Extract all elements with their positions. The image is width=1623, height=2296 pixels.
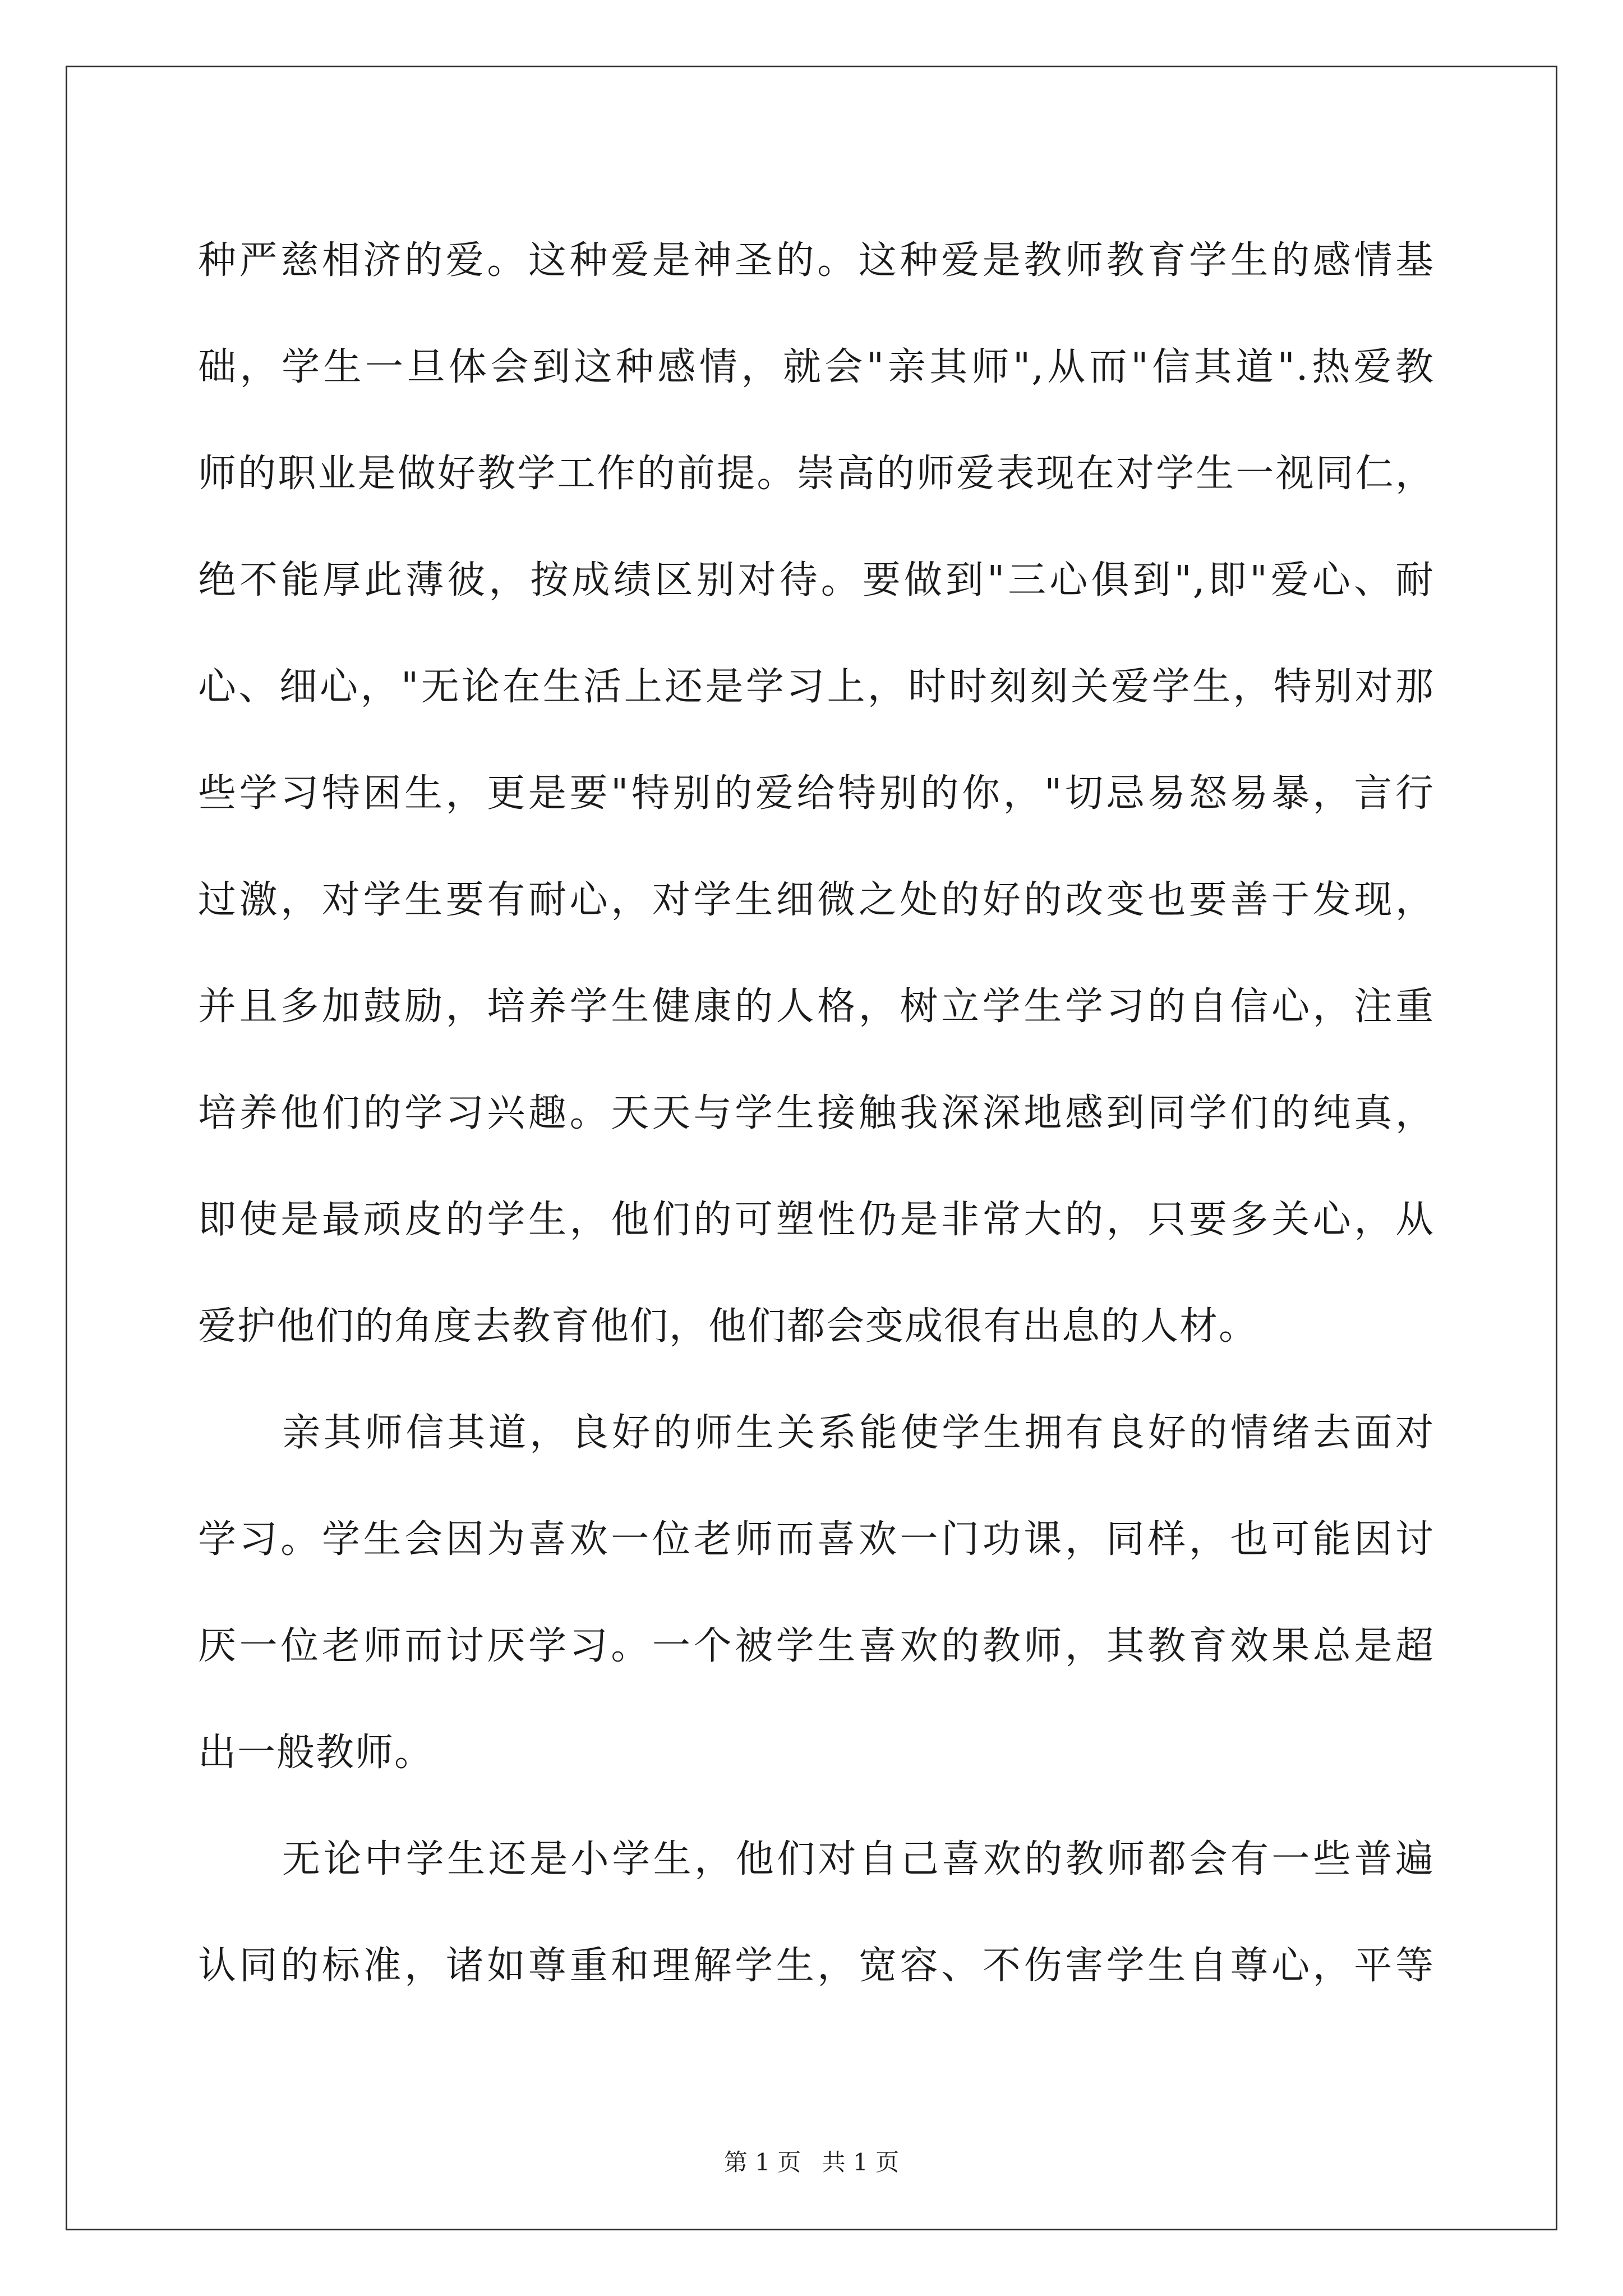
paragraph-line: 即使是最顽皮的学生，他们的可塑性仍是非常大的，只要多关心，从: [198, 1198, 1435, 1242]
page-total: 共 1 页: [822, 2148, 900, 2176]
document-body: [198, 208, 1435, 2019]
paragraph-line: 并且多加鼓励，培养学生健康的人格，树立学生学习的自信心，注重: [198, 984, 1435, 1029]
paragraph-line: 爱护他们的角度去教育他们，他们都会变成很有出息的人材。: [198, 1304, 1258, 1349]
page-footer: [0, 2148, 1623, 2177]
paragraph-line: 亲其师信其道，良好的师生关系能使学生拥有良好的情绪去面对: [282, 1411, 1435, 1455]
paragraph-line: 培养他们的学习兴趣。天天与学生接触我深深地感到同学们的纯真，: [198, 1091, 1435, 1135]
paragraph-line: 无论中学生还是小学生，他们对自己喜欢的教师都会有一些普遍: [282, 1837, 1435, 1881]
paragraph-line: 出一般教师。: [198, 1731, 434, 1775]
paragraph-line: 过激，对学生要有耐心，对学生细微之处的好的改变也要善于发现，: [198, 878, 1435, 922]
paragraph-line: 种严慈相济的爱。这种爱是神圣的。这种爱是教师教育学生的感情基: [198, 238, 1435, 283]
paragraph-line: 厌一位老师而讨厌学习。一个被学生喜欢的教师，其教育效果总是超: [198, 1624, 1435, 1668]
paragraph-line: 师的职业是做好教学工作的前提。崇高的师爱表现在对学生一视同仁，: [198, 452, 1435, 496]
paragraph-line: 心、细心，"无论在生活上还是学习上，时时刻刻关爱学生，特别对那: [198, 665, 1435, 709]
page-number: 第 1 页: [723, 2148, 801, 2176]
paragraph-line: 些学习特困生，更是要"特别的爱给特别的你，"切忌易怒易暴，言行: [198, 771, 1435, 816]
paragraph-line: 础，学生一旦体会到这种感情，就会"亲其师",从而"信其道".热爱教: [198, 345, 1435, 389]
paragraph-line: 学习。学生会因为喜欢一位老师而喜欢一门功课，同样，也可能因讨: [198, 1517, 1435, 1562]
paragraph-line: 绝不能厚此薄彼，按成绩区别对待。要做到"三心俱到",即"爱心、耐: [198, 558, 1435, 602]
paragraph-line: 认同的标准，诸如尊重和理解学生，宽容、不伤害学生自尊心，平等: [198, 1944, 1435, 1988]
